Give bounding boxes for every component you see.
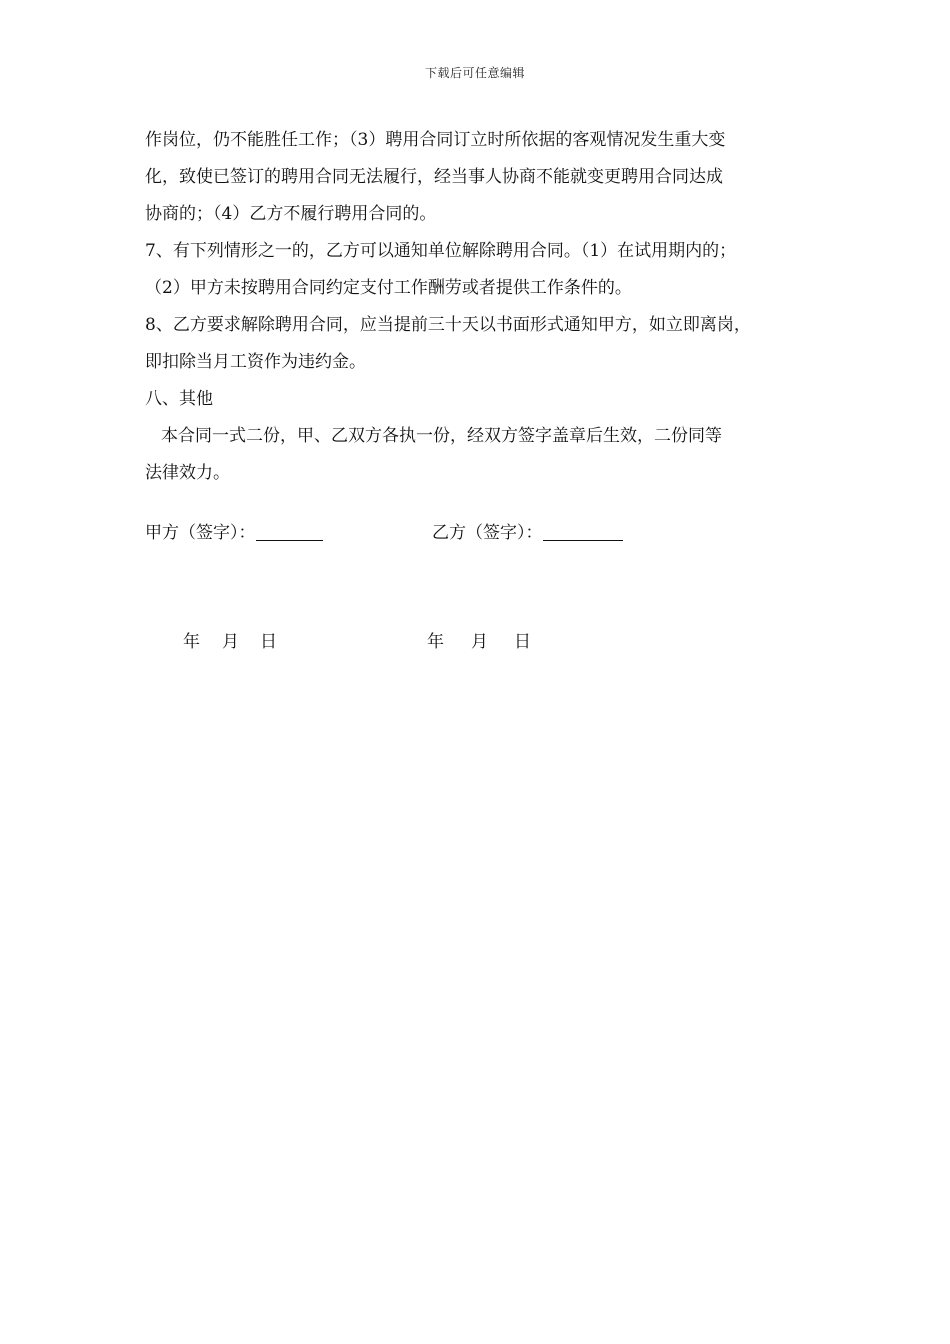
party-b-label: 乙方（签字）： (432, 523, 543, 543)
date-row (0, 627, 950, 657)
party-a-date-day: 日 (260, 632, 277, 652)
party-b-date-month: 月 (471, 632, 488, 652)
party-a-signature-line (256, 522, 323, 541)
clause-8: 8、乙方要求解除聘用合同，应当提前三十天以书面形式通知甲方，如立即离岗， (145, 315, 751, 335)
clause-7: 7、有下列情形之一的，乙方可以通知单位解除聘用合同。（1）在试用期内的； (145, 241, 737, 261)
body-line: 法律效力。 (145, 463, 230, 483)
party-b-signature (432, 518, 623, 543)
page-header: 下载后可任意编辑 (424, 66, 525, 80)
body-line: 化，致使已签订的聘用合同无法履行，经当事人协商不能就变更聘用合同达成 (145, 167, 723, 187)
party-b-date-day: 日 (514, 632, 531, 652)
party-b-signature-line (543, 522, 623, 541)
body-line: 作岗位，仍不能胜任工作；（3）聘用合同订立时所依据的客观情况发生重大变 (145, 130, 726, 150)
body-line: 协商的；（4）乙方不履行聘用合同的。 (145, 204, 437, 224)
body-line: 本合同一式二份，甲、乙双方各执一份，经双方签字盖章后生效，二份同等 (161, 426, 722, 446)
party-a-label: 甲方（签字）： (145, 523, 256, 543)
party-b-date-year: 年 (427, 632, 444, 652)
party-a-signature (145, 518, 323, 543)
contract-body (145, 122, 815, 492)
party-a-date-year: 年 (183, 632, 200, 652)
body-line: （2）甲方未按聘用合同约定支付工作酬劳或者提供工作条件的。 (145, 278, 632, 298)
signature-block (145, 518, 815, 558)
body-line: 即扣除当月工资作为违约金。 (145, 352, 366, 372)
section-heading-other: 八、其他 (145, 389, 213, 409)
party-a-date-month: 月 (222, 632, 239, 652)
